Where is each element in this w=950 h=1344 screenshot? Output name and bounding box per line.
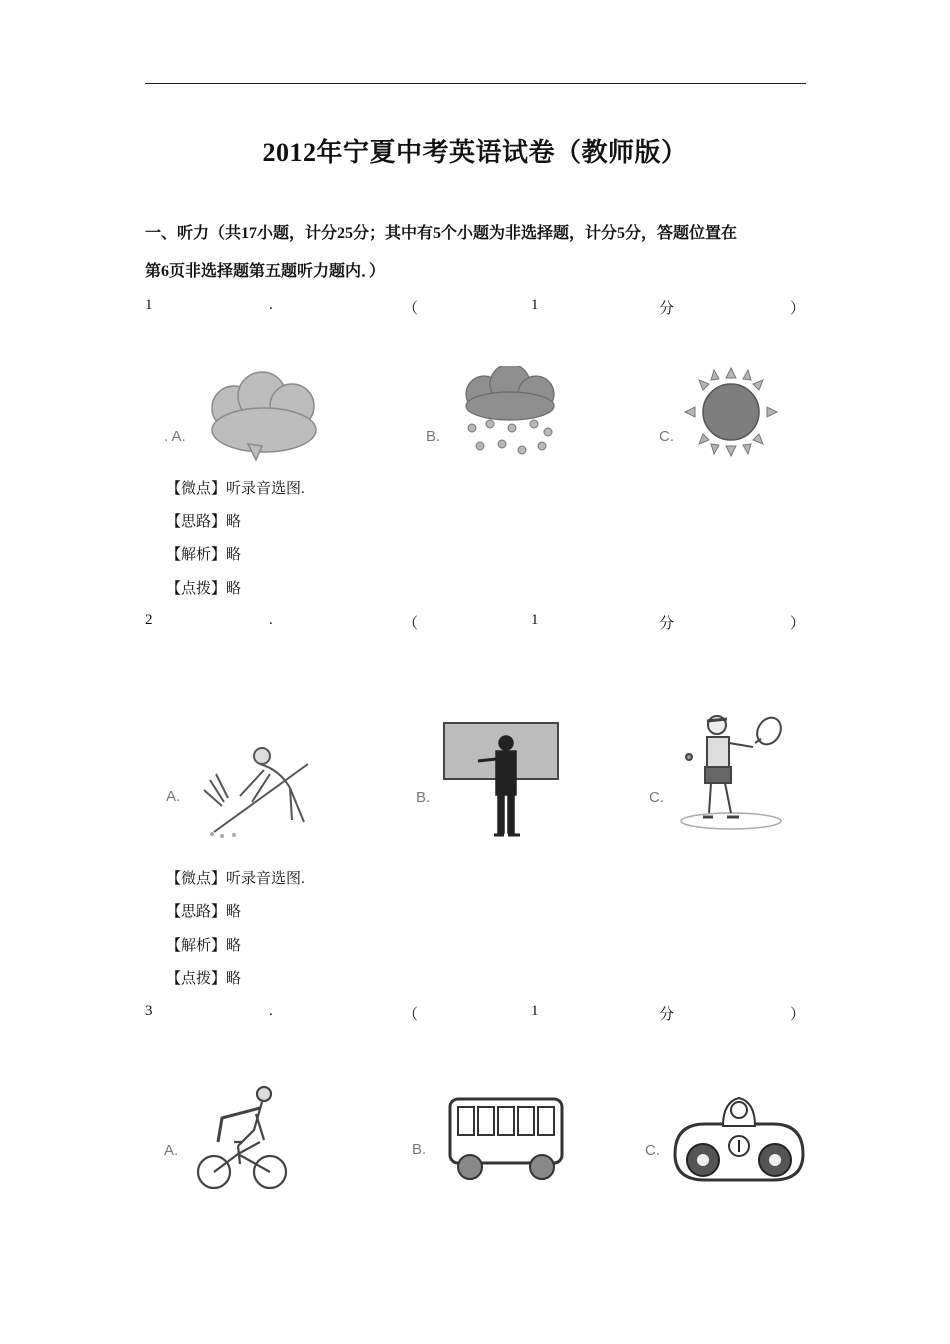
question-dot: .	[269, 1003, 273, 1019]
question-3-option-a[interactable]	[160, 1080, 360, 1200]
question-dot: .	[269, 297, 273, 313]
paren-close: ）	[790, 616, 806, 632]
paren-open: （	[403, 616, 419, 632]
section-heading-line2: 第6页非选择题第五题听力题内．）	[145, 263, 386, 280]
document-title: 2012年宁夏中考英语试卷（教师版）	[262, 138, 688, 167]
question-number: 3	[145, 1003, 153, 1019]
tennis-player-icon	[675, 709, 791, 831]
question-3-option-b[interactable]	[410, 1085, 610, 1205]
sweeping-person-icon	[200, 740, 330, 840]
option-label: A.	[164, 1142, 179, 1159]
paren-close: ）	[790, 301, 806, 317]
note-focus: 【微点】听录音选图.	[166, 481, 305, 497]
points-unit: 分	[659, 301, 675, 317]
points-unit: 分	[659, 616, 675, 632]
question-points: 1	[531, 1003, 539, 1019]
question-number: 2	[145, 612, 153, 628]
points-unit: 分	[659, 1007, 675, 1023]
paren-open: （	[403, 1007, 419, 1023]
question-1-option-b[interactable]	[420, 360, 620, 480]
question-2-option-b[interactable]	[410, 715, 610, 835]
section-heading-line1: 一、听力（共17小题，计分25分；其中有5个小题为非选择题，计分5分，答题位置在	[145, 225, 738, 242]
question-number: 1	[145, 297, 153, 313]
question-2-line	[145, 612, 806, 632]
note-approach: 【思路】略	[166, 514, 242, 530]
question-2-option-a[interactable]	[160, 730, 360, 850]
option-label: C.	[645, 1142, 660, 1159]
note-approach: 【思路】略	[166, 904, 242, 920]
question-1-option-c[interactable]	[655, 360, 855, 480]
note-tip: 【点拨】略	[166, 581, 242, 597]
question-dot: .	[269, 612, 273, 628]
header-rule	[145, 83, 806, 84]
question-points: 1	[531, 297, 539, 313]
question-2-option-c[interactable]	[645, 705, 845, 825]
question-points: 1	[531, 612, 539, 628]
question-1-option-a[interactable]	[160, 360, 360, 480]
cyclist-icon	[194, 1084, 294, 1194]
option-label: C.	[659, 428, 674, 445]
option-label: B.	[426, 428, 441, 445]
note-tip: 【点拨】略	[166, 971, 242, 987]
option-label: . A.	[164, 428, 186, 445]
option-label: B.	[412, 1141, 427, 1158]
option-label: B.	[416, 789, 431, 806]
option-label: A.	[166, 788, 181, 805]
note-analysis: 【解析】略	[166, 938, 242, 954]
rain-cloud-icon	[460, 366, 560, 462]
race-car-icon	[669, 1084, 809, 1192]
question-3-option-c[interactable]	[645, 1080, 845, 1200]
cloud-icon	[204, 370, 322, 462]
question-1-line	[145, 297, 806, 317]
sun-icon	[681, 364, 781, 460]
note-focus: 【微点】听录音选图.	[166, 871, 305, 887]
teacher-at-blackboard-icon	[442, 721, 562, 839]
bus-icon	[446, 1095, 566, 1187]
paren-open: （	[403, 301, 419, 317]
paren-close: ）	[790, 1007, 806, 1023]
option-label: C.	[649, 789, 664, 806]
question-3-line	[145, 1003, 806, 1023]
note-analysis: 【解析】略	[166, 547, 242, 563]
